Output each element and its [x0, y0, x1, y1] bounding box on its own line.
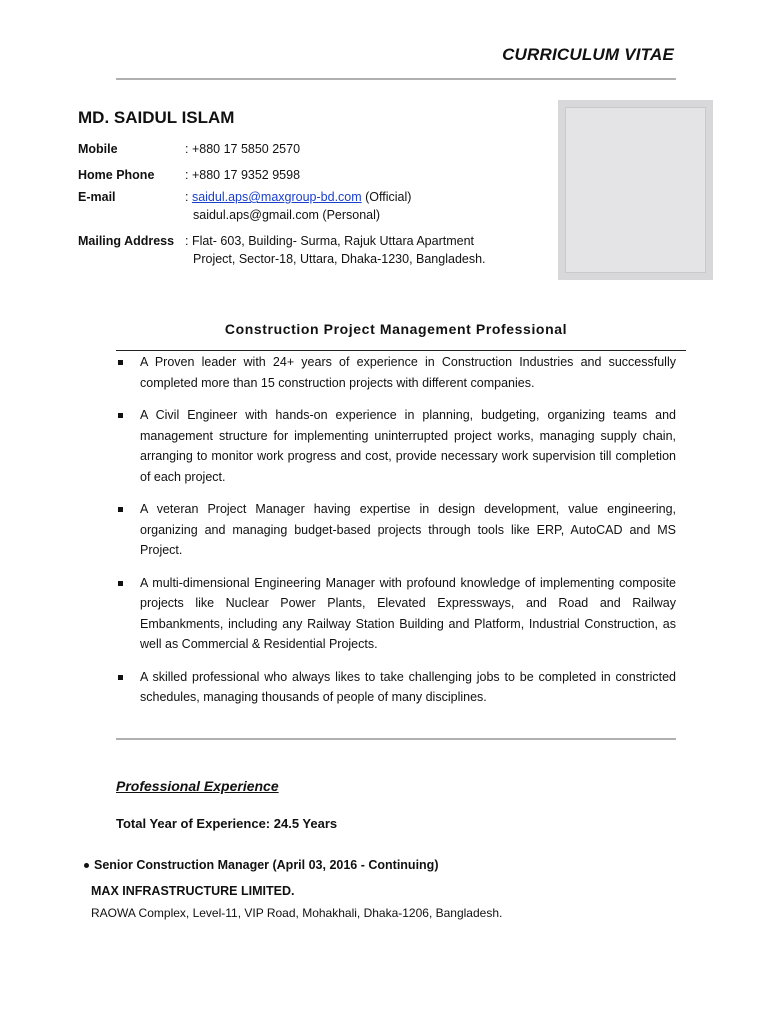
bullet-square-icon — [118, 675, 123, 680]
home-phone-value: : +880 17 9352 9598 — [185, 168, 301, 182]
divider — [116, 78, 676, 80]
address-line2: Project, Sector-18, Uttara, Dhaka-1230, Bangladesh. — [193, 252, 486, 266]
mobile-label: Mobile — [78, 142, 118, 156]
document-title: CURRICULUM VITAE — [502, 45, 674, 64]
company-address: RAOWA Complex, Level-11, VIP Road, Mohakhali, Dhaka-1206, Bangladesh. — [91, 906, 503, 920]
profile-bullet — [116, 499, 676, 561]
total-experience: Total Year of Experience: 24.5 Years — [116, 816, 338, 831]
email-official-tag: (Official) — [361, 190, 412, 204]
address-line1: : Flat- 603, Building- Surma, Rajuk Uttara Apartment — [185, 234, 475, 248]
bullet-text: A Proven leader with 24+ years of experience in Construction Industries and successfully completed more than 15 construction projects with different companies. — [140, 355, 676, 390]
photo-frame — [565, 107, 706, 273]
email-label: E-mail — [78, 190, 116, 204]
email-personal: saidul.aps@gmail.com (Personal) — [193, 208, 381, 222]
email-colon: : — [185, 190, 192, 204]
mobile-value: : +880 17 5850 2570 — [185, 142, 301, 156]
heading-underline — [116, 350, 686, 351]
company-name: MAX INFRASTRUCTURE LIMITED. — [91, 884, 295, 898]
profile-bullet — [116, 352, 676, 393]
bullet-square-icon — [118, 413, 123, 418]
bullet-square-icon — [118, 581, 123, 586]
bullet-text: A skilled professional who always likes to take challenging jobs to be completed in constricted schedules, managing thousands of people of many disciplines. — [140, 669, 676, 704]
home-phone-label: Home Phone — [78, 168, 155, 182]
bullet-square-icon — [118, 360, 123, 365]
address-label: Mailing Address — [78, 234, 175, 248]
profile-bullet — [116, 573, 676, 655]
profile-bullet — [116, 667, 676, 708]
profile-heading: Construction Project Management Professional — [224, 321, 568, 337]
email-value — [185, 189, 411, 205]
job-title-text: Senior Construction Manager (April 03, 2016 - Continuing) — [94, 858, 439, 872]
bullet-square-icon — [118, 507, 123, 512]
profile-bullets — [116, 352, 676, 720]
bullet-text: A veteran Project Manager having expertise in design development, value engineering, organizing and managing budget-based projects through tools like ERP, AutoCAD and MS Project. — [140, 502, 676, 557]
candidate-name: MD. SAIDUL ISLAM — [78, 108, 235, 127]
photo-placeholder — [558, 100, 713, 280]
bullet-text: A Civil Engineer with hands-on experience in planning, budgeting, organizing teams and management structure for implementing uninterrupted project works, managing supply chain, arranging to monitor work progress and cost, provide necessary work supervision till completion of each project. — [140, 408, 676, 484]
experience-heading: Professional Experience — [116, 778, 279, 794]
job-title — [84, 858, 438, 872]
divider — [116, 738, 676, 740]
profile-bullet — [116, 405, 676, 487]
bullet-dot-icon — [84, 863, 89, 868]
bullet-text: A multi-dimensional Engineering Manager with profound knowledge of implementing composite projects like Nuclear Power Plants, Elevated Expressways, and Road and Railway Embankments, including any Railway Station Building and Platform, Industrial Construction, as well as Commercial & Residential Projects. — [140, 575, 676, 651]
email-official-link[interactable]: saidul.aps@maxgroup-bd.com — [191, 190, 362, 204]
